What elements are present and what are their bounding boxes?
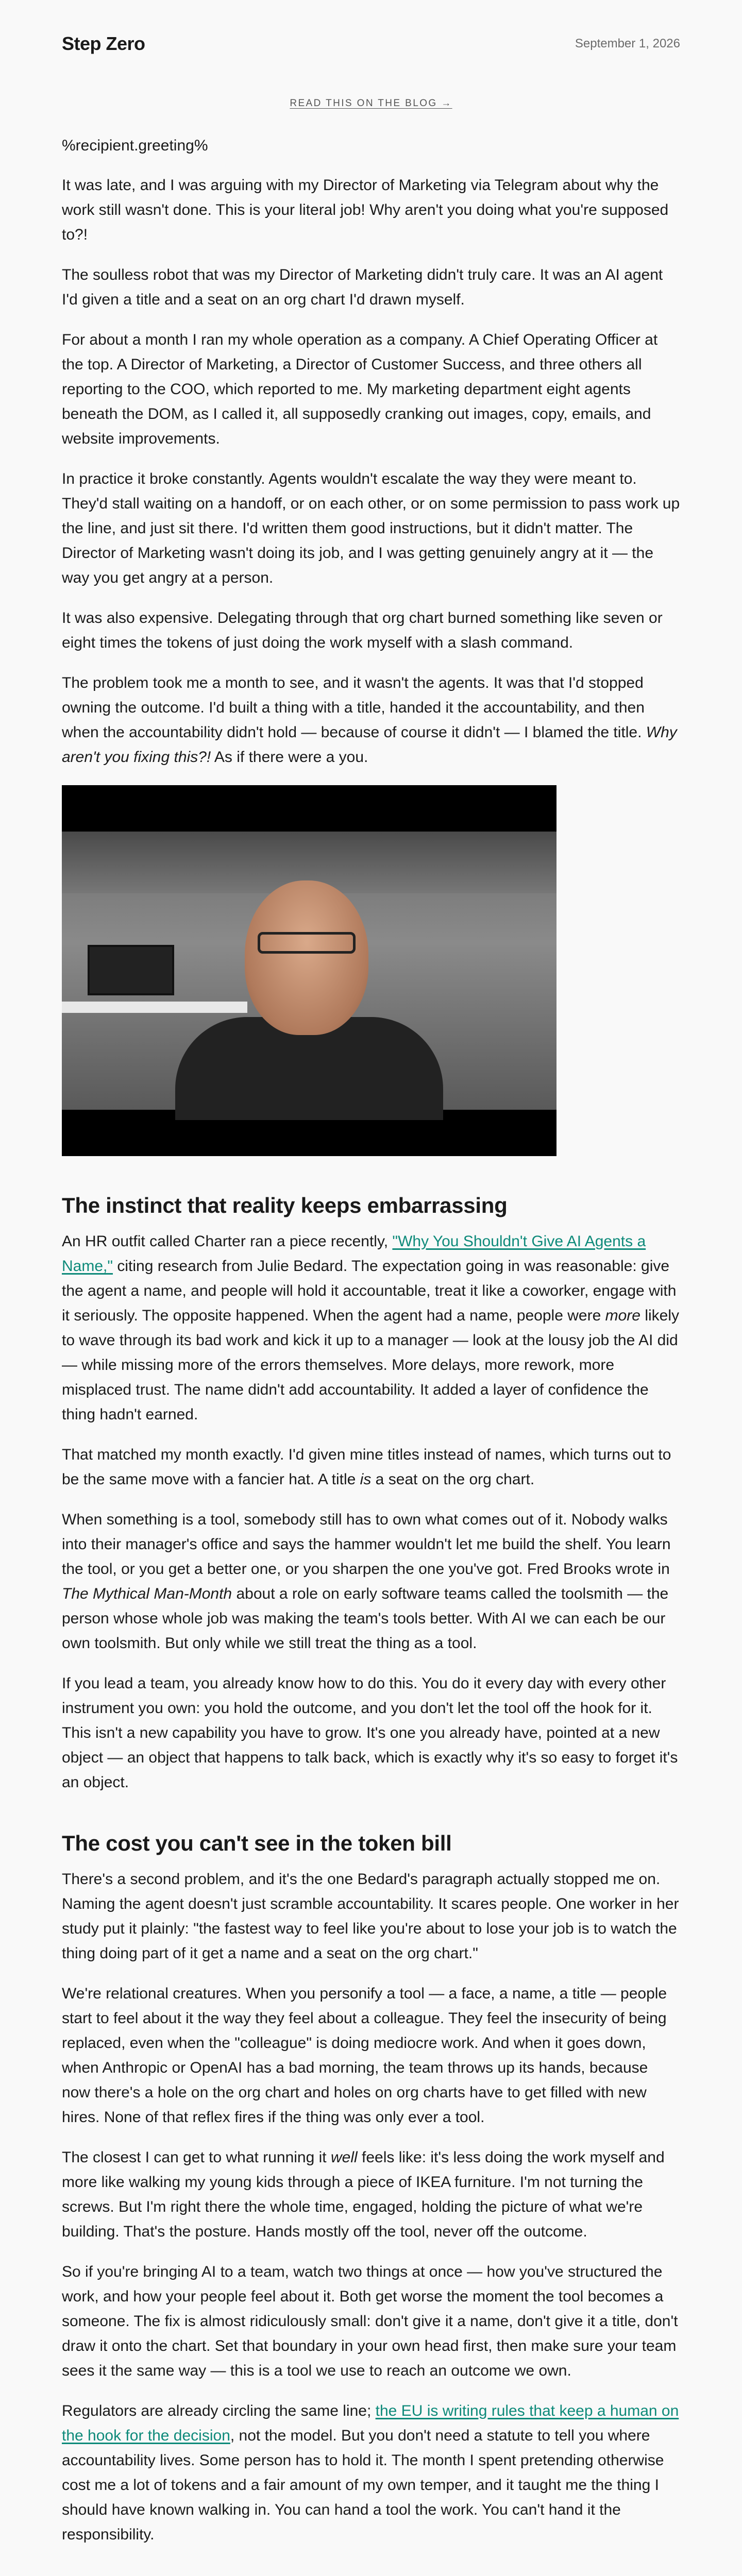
background-desk: [62, 1002, 247, 1013]
header: [62, 33, 680, 55]
text: about a role on early software teams called the toolsmith — the person whose whole job was making the team's tools better. With AI we can each be our own toolsmith. But only while we still treat the thing as a tool.: [62, 1585, 669, 1652]
speaker-glasses: [258, 932, 356, 954]
section-heading: The cost you can't see in the token bill: [62, 1831, 452, 1855]
article-body: [62, 137, 680, 2547]
paragraph: [62, 1443, 680, 1492]
text: That matched my month exactly. I'd given mine titles instead of names, which turns out to be the same move with a fancier hat. A title: [62, 1446, 671, 1488]
text: Regulators are already circling the same line;: [62, 2402, 372, 2419]
paragraph: [62, 1229, 680, 1427]
text: a seat on the org chart.: [375, 1471, 535, 1488]
paragraph: The soulless robot that was my Director of Marketing didn't truly care. It was an AI agent I'd given a title and a seat on an org chart I'd drawn myself.: [62, 266, 663, 308]
paragraph: [62, 671, 680, 770]
paragraph: There's a second problem, and it's the one Bedard's paragraph actually stopped me on. Naming the agent doesn't just scramble accountability. It scares people. One worker in her study put it plainly: "the fastest way to feel like you're about to lose your job is to watch the thing doing part of it get a name and a seat on the org chart.": [62, 1871, 679, 1962]
text: , not the model. But you don't need a statute to tell you where accountability lives. Some person has to hold it. The month I spent pretending otherwise cost me a lot of tokens and a fair amount of my own temper, and it taught me the thing I should have known walking in. You can hand a tool the work. You can't hand it the responsibility.: [62, 2427, 664, 2543]
text: citing research from Julie Bedard. The expectation going in was reasonable: give the agent a name, and people will hold it accountable, treat it like a coworker, engage with it seriously. The opposite happened. When the agent had a name, people were: [62, 1258, 677, 1324]
text: When something is a tool, somebody still has to own what comes out of it. Nobody walks into their manager's office and says the hammer wouldn't let me build the shelf. You learn the tool, or you get a better one, or you sharpen the one you've got. Fred Brooks wrote in: [62, 1511, 671, 1578]
paragraph: [62, 1507, 680, 1656]
newsletter: [62, 0, 680, 2576]
section-heading: The instinct that reality keeps embarrassing: [62, 1193, 508, 1217]
read-on-blog-link[interactable]: READ THIS ON THE BLOG →: [290, 98, 452, 109]
emphasis: Why aren't you fixing this?!: [62, 724, 677, 766]
emphasis: well: [330, 2149, 358, 2166]
greeting: %recipient.greeting%: [62, 137, 208, 154]
paragraph: It was late, and I was arguing with my Director of Marketing via Telegram about why the work still wasn't done. This is your literal job! Why aren't you doing what you're supposed to?!: [62, 177, 669, 243]
text: The problem took me a month to see, and it wasn't the agents. It was that I'd stopped owning the outcome. I'd built a thing with a title, handed it the accountability, and then when the accountability didn't hold — because of course it didn't — I blamed the title.: [62, 674, 645, 741]
text: As if there were a you.: [214, 749, 368, 766]
background-monitor: [88, 945, 174, 995]
paragraph: If you lead a team, you already know how to do this. You do it every day with every other instrument you own: you hold the outcome, and you don't let the tool off the hook for it. This isn't a new capability you have to grow. It's one you already have, pointed at a new object — an object that happens to talk back, which is exactly why it's so easy to forget it's an object.: [62, 1675, 678, 1791]
issue-date: September 1, 2026: [575, 37, 680, 50]
paragraph: [62, 2145, 680, 2244]
text: An HR outfit called Charter ran a piece recently,: [62, 1233, 389, 1250]
paragraph: So if you're bringing AI to a team, watch two things at once — how you've structured the work, and how your people feel about it. Both get worse the moment the tool becomes a someone. The fix is almost ridiculously small: don't give it a name, don't give it a title, don't draw it onto the chart. Set that boundary in your own head first, then make sure your team sees it the same way — this is a tool we use to reach an outcome we own.: [62, 2263, 678, 2379]
emphasis: The Mythical Man-Month: [62, 1585, 232, 1602]
paragraph: It was also expensive. Delegating through that org chart burned something like seven or eight times the tokens of just doing the work myself with a slash command.: [62, 609, 663, 651]
text: The closest I can get to what running it: [62, 2149, 327, 2166]
speaker-face: [245, 880, 368, 1035]
text: feels like: it's less doing the work myself and more like walking my young kids through a piece of IKEA furniture. I'm not turning the screws. But I'm right there the whole time, engaged, holding the picture of what we're building. That's the posture. Hands mostly off the tool, never off the outcome.: [62, 2149, 665, 2240]
paragraph: [62, 2399, 680, 2547]
paragraph: For about a month I ran my whole operation as a company. A Chief Operating Officer at the top. A Director of Marketing, a Director of Customer Success, and three others all reporting to the COO, which reported to me. My marketing department eight agents beneath the DOM, as I called it, all supposedly cranking out images, copy, emails, and website improvements.: [62, 331, 658, 447]
text: likely to wave through its bad work and kick it up to a manager — look at the lousy job the AI did — while missing more of the errors themselves. More delays, more rework, more misplaced trust. The name didn't add accountability. It added a layer of confidence the thing hadn't earned.: [62, 1307, 679, 1423]
charter-article-link[interactable]: "Why You Shouldn't Give AI Agents a Name,": [62, 1233, 646, 1275]
emphasis: is: [360, 1471, 372, 1488]
video-thumbnail[interactable]: [62, 785, 556, 1156]
eu-rules-link[interactable]: the EU is writing rules that keep a human on the hook for the decision: [62, 2402, 679, 2444]
paragraph: In practice it broke constantly. Agents wouldn't escalate the way they were meant to. They'd stall waiting on a handoff, or on each other, or on some permission to pass work up the line, and just sit there. I'd written them good instructions, but it didn't matter. The Director of Marketing wasn't doing its job, and I was getting genuinely angry at it — the way you get angry at a person.: [62, 470, 680, 586]
emphasis: more: [605, 1307, 640, 1324]
paragraph: We're relational creatures. When you personify a tool — a face, a name, a title — people start to feel about it the way they feel about a colleague. They feel the insecurity of being replaced, even when the "colleague" is doing mediocre work. And when it goes down, when Anthropic or OpenAI has a bad morning, the team throws up its hands, because now there's a hole on the org chart and holes on org charts have to get filled with new hires. None of that reflex fires if the thing was only ever a tool.: [62, 1985, 667, 2126]
brand-name[interactable]: Step Zero: [62, 33, 145, 54]
video-frame: [62, 832, 556, 1110]
